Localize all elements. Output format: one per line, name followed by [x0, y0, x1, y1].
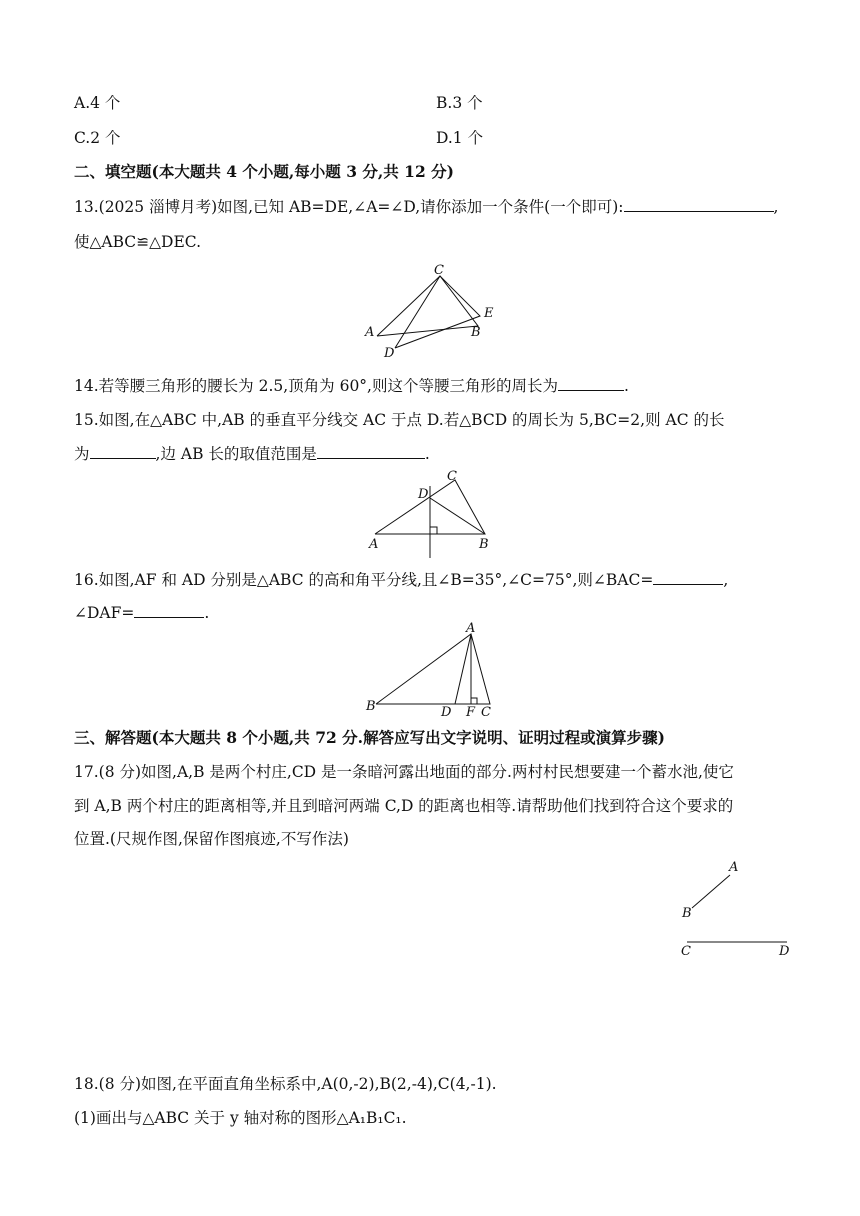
- option-c: C.2 个: [74, 129, 121, 147]
- q15-suffix: .: [424, 445, 430, 463]
- q14-suffix: .: [623, 377, 629, 395]
- q18-line-1: 18.(8 分)如图,在平面直角坐标系中,A(0,-2),B(2,-4),C(4,-1).: [74, 1075, 497, 1093]
- q13-label-e: E: [484, 306, 494, 321]
- q15-answer-blank-1[interactable]: [90, 444, 156, 459]
- q16-line-1: [74, 570, 728, 590]
- q16-answer-blank-1[interactable]: [653, 570, 723, 585]
- q15-text-a: 为: [74, 445, 90, 463]
- q15-text-b: ,边 AB 长的取值范围是: [155, 445, 317, 463]
- q15-figure: [365, 468, 500, 558]
- q17-label-c: C: [681, 944, 691, 959]
- q16-label-d: D: [441, 705, 452, 720]
- q17-label-b: B: [682, 906, 692, 921]
- q15-label-d: D: [418, 487, 429, 502]
- q13-figure: [360, 262, 510, 362]
- q16-text-2: ∠DAF=: [74, 604, 135, 622]
- q15-label-c: C: [447, 469, 457, 484]
- option-b: B.3 个: [436, 94, 483, 112]
- q16-triangle-abc: [376, 634, 490, 704]
- q16-text: 16.如图,AF 和 AD 分别是△ABC 的高和角平分线,且∠B=35°,∠C=75°,则∠BAC=: [74, 571, 654, 589]
- q13-answer-blank[interactable]: [624, 197, 774, 212]
- q13-suffix: ,: [773, 198, 779, 216]
- q16-figure: [362, 621, 502, 720]
- q17-line-2: 到 A,B 两个村庄的距离相等,并且到暗河两端 C,D 的距离也相等.请帮助他们找到符合这个要求的: [74, 797, 734, 815]
- q15-answer-blank-2[interactable]: [317, 444, 425, 459]
- q15-segment-db: [430, 498, 485, 534]
- q16-label-f: F: [466, 705, 476, 720]
- q16-answer-blank-2[interactable]: [134, 603, 204, 618]
- q18-line-2: (1)画出与△ABC 关于 y 轴对称的图形△A₁B₁C₁.: [74, 1109, 407, 1127]
- q13-label-a: A: [365, 325, 375, 340]
- q13-line-1: [74, 197, 778, 217]
- option-a: A.4 个: [74, 94, 121, 112]
- q15-right-angle-mark: [430, 527, 437, 534]
- q16-label-b: B: [366, 699, 376, 714]
- q13-label-d: D: [384, 346, 395, 361]
- q13-triangle-abc: [377, 276, 478, 336]
- q15-label-a: A: [369, 537, 379, 552]
- q13-text: 13.(2025 淄博月考)如图,已知 AB=DE,∠A=∠D,请你添加一个条件(一个即可):: [74, 198, 624, 216]
- q16-suffix-2: .: [204, 604, 210, 622]
- q13-line-2: 使△ABC≌△DEC.: [74, 233, 202, 251]
- q14-text: 14.若等腰三角形的腰长为 2.5,顶角为 60°,则这个等腰三角形的周长为: [74, 377, 558, 395]
- q15-line-2: [74, 444, 430, 464]
- q17-figure: [675, 855, 800, 965]
- section-3-heading: 三、解答题(本大题共 8 个小题,共 72 分.解答应写出文字说明、证明过程或演算步骤): [74, 728, 665, 747]
- q17-line-3: 位置.(尺规作图,保留作图痕迹,不写作法): [74, 830, 349, 848]
- q16-line-2: [74, 603, 209, 623]
- q16-label-c: C: [481, 705, 491, 720]
- q17-label-d: D: [779, 944, 790, 959]
- q14-answer-blank[interactable]: [558, 376, 624, 391]
- q17-segment-ab: [692, 875, 730, 908]
- q16-label-a: A: [466, 621, 476, 636]
- q16-right-angle-mark: [471, 698, 477, 704]
- q15-label-b: B: [479, 537, 489, 552]
- q15-line-1: 15.如图,在△ABC 中,AB 的垂直平分线交 AC 于点 D.若△BCD 的周长为 5,BC=2,则 AC 的长: [74, 411, 725, 429]
- q17-line-1: 17.(8 分)如图,A,B 是两个村庄,CD 是一条暗河露出地面的部分.两村村民想要建一个蓄水池,使它: [74, 763, 734, 781]
- q13-label-b: B: [471, 325, 481, 340]
- q17-label-a: A: [729, 860, 739, 875]
- q16-suffix: ,: [723, 571, 729, 589]
- option-d: D.1 个: [436, 129, 484, 147]
- section-2-heading: 二、填空题(本大题共 4 个小题,每小题 3 分,共 12 分): [74, 162, 454, 181]
- q14-line: [74, 376, 629, 396]
- q13-label-c: C: [434, 263, 444, 278]
